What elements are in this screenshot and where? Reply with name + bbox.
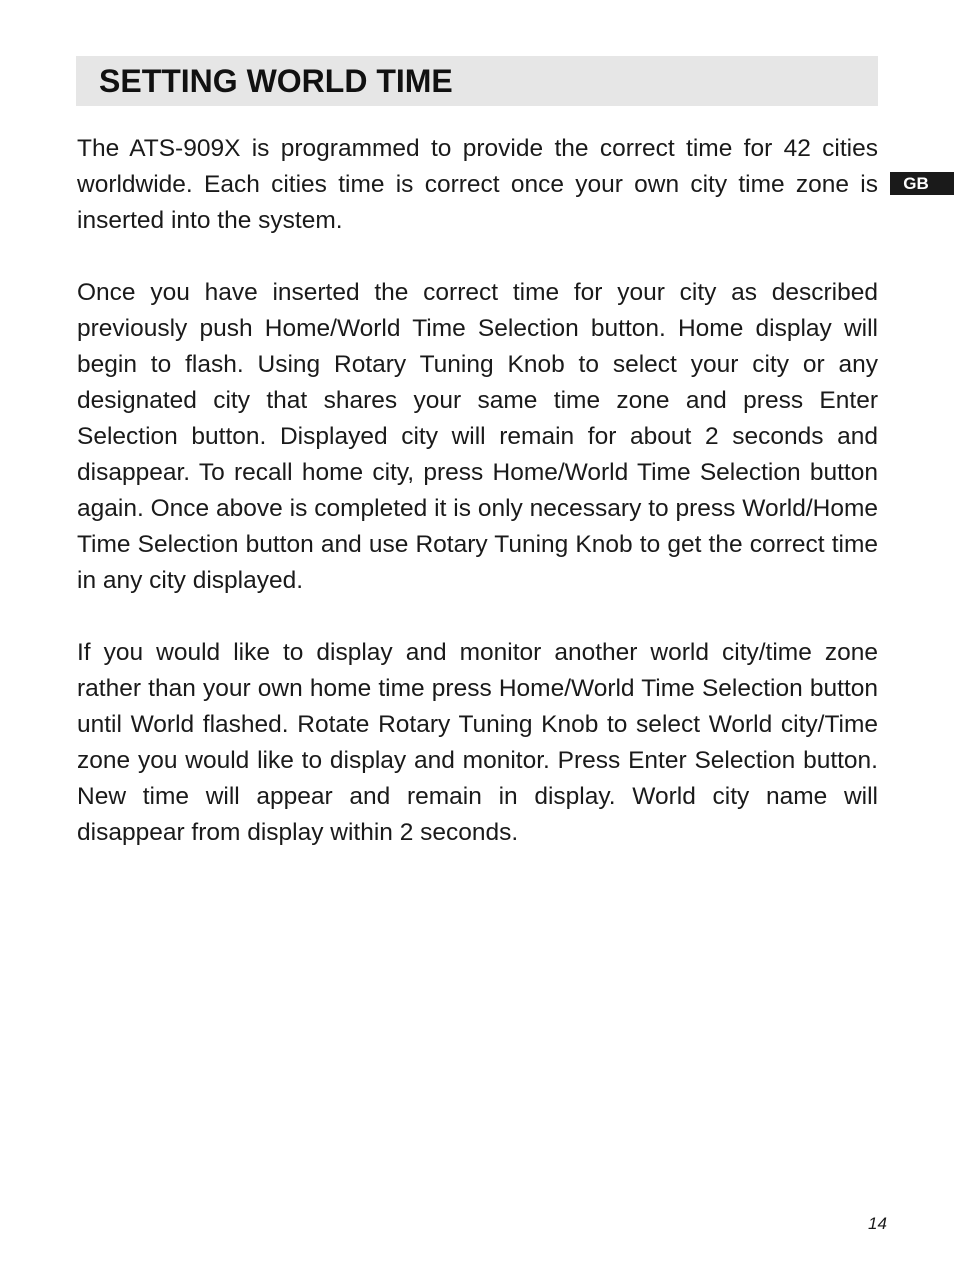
paragraph-intro: The ATS-909X is programmed to provide the correct time for 42 cities worldwide. Each cities time is correct once your own city time zone is inserted into the system. (77, 135, 878, 234)
page-number: 14 (868, 1214, 887, 1233)
page-title: SETTING WORLD TIME (99, 63, 453, 99)
language-tab: GB (890, 172, 954, 195)
paragraph-home-city: Once you have inserted the correct time for your city as described previously push Home/World Time Selection button. Home display will begin to flash. Using Rotary Tuning Knob to select your city or any designated city that shares your same time zone and press Enter Selection button. Displayed city will remain for about 2 seconds and disappear. To recall home city, press Home/World Time Selection button again. Once above is completed it is only necessary to press World/Home Time Selection button and use Rotary Tuning Knob to get the correct time in any city displayed. (77, 279, 878, 594)
section-header (76, 56, 878, 106)
paragraph-world-city: If you would like to display and monitor another world city/time zone rather than your own home time press Home/World Time Selection button until World flashed. Rotate Rotary Tuning Knob to select World city/Time zone you would like to display and monitor. Press Enter Selection button. New time will appear and remain in display. World city name will disappear from display within 2 seconds. (77, 639, 878, 846)
body-text (77, 131, 878, 887)
